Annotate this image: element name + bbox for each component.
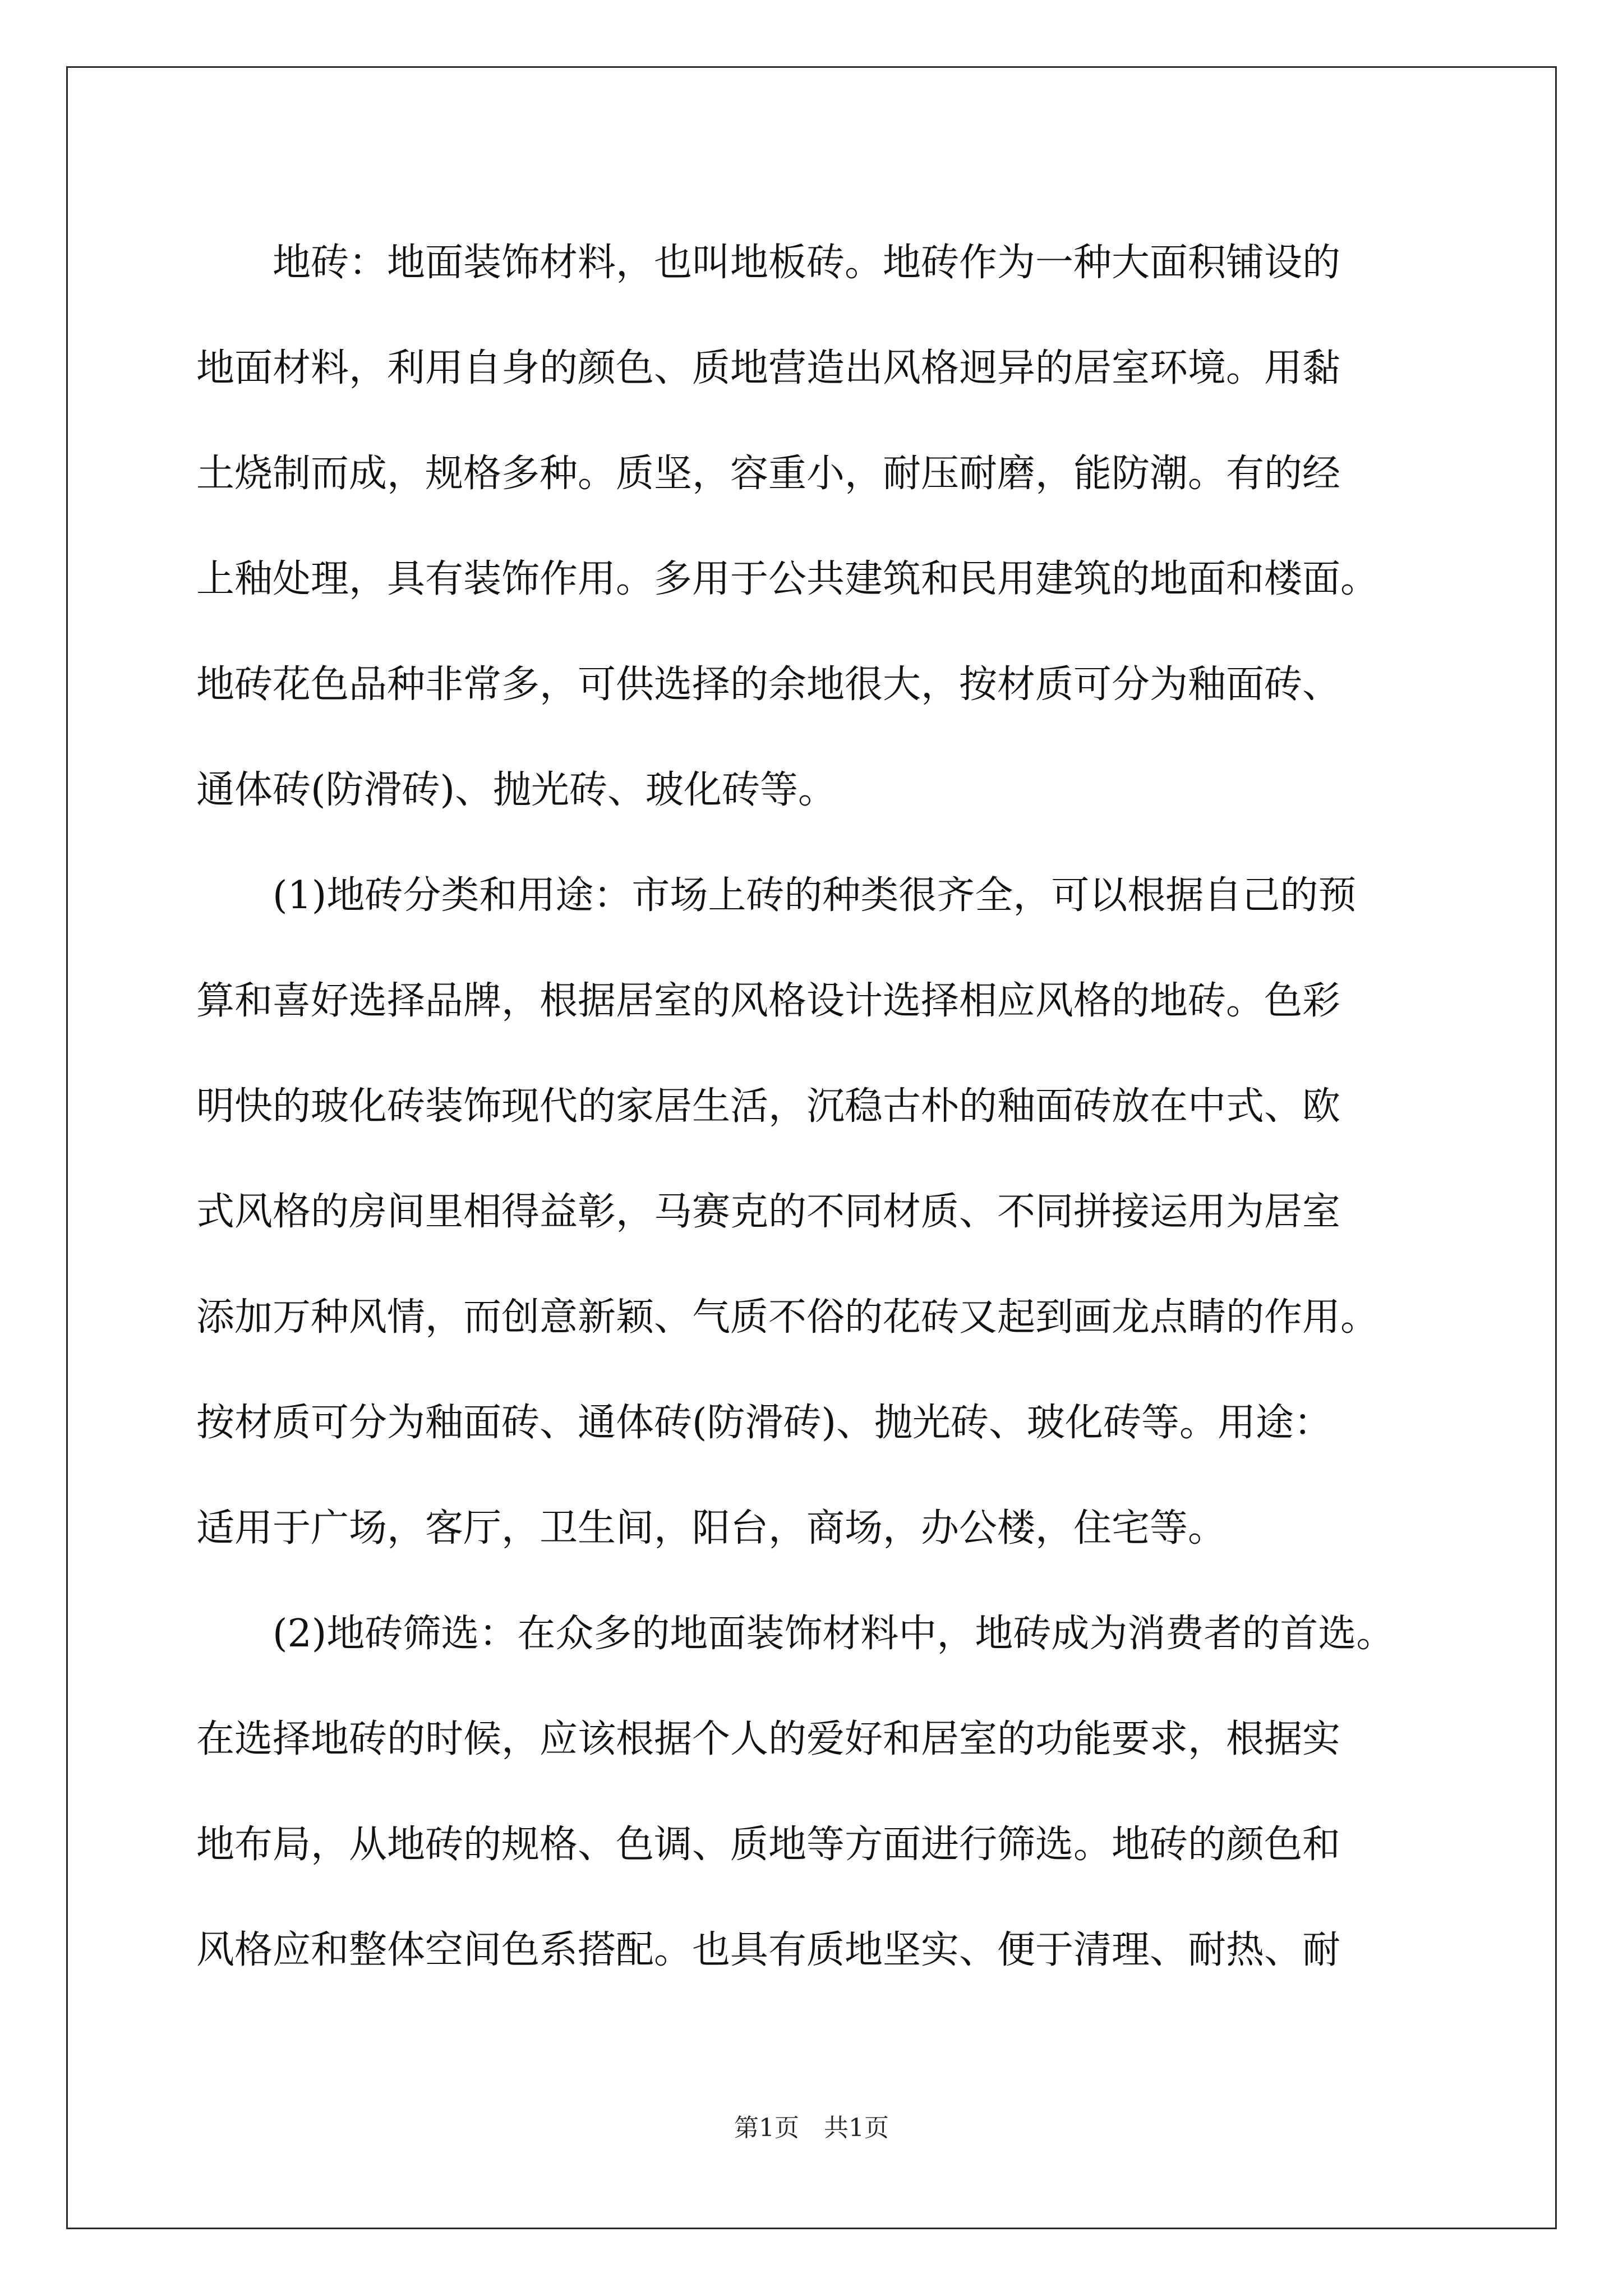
text-line: 按材质可分为釉面砖、通体砖(防滑砖)、抛光砖、玻化砖等。用途：	[196, 1401, 1332, 1445]
page-number-footer: 第1页 共1页	[734, 2114, 889, 2142]
text-line: 地砖花色品种非常多，可供选择的余地很大，按材质可分为釉面砖、	[196, 662, 1341, 707]
text-line: 式风格的房间里相得益彰，马赛克的不同材质、不同拼接运用为居室	[196, 1190, 1341, 1234]
text-line: 通体砖(防滑砖)、抛光砖、玻化砖等。	[196, 768, 837, 812]
text-line: 土烧制而成，规格多种。质坚，容重小，耐压耐磨，能防潮。有的经	[196, 452, 1341, 496]
document-body	[196, 210, 1453, 2003]
text-line: 适用于广场，客厅，卫生间，阳台，商场，办公楼，住宅等。	[196, 1506, 1227, 1550]
text-line: (1)地砖分类和用途：市场上砖的种类很齐全，可以根据自己的预	[196, 873, 1357, 918]
text-line: 地面材料，利用自身的颜色、质地营造出风格迥异的居室环境。用黏	[196, 346, 1341, 390]
text-line: 风格应和整体空间色系搭配。也具有质地坚实、便于清理、耐热、耐	[196, 1928, 1341, 1972]
text-line: 地砖：地面装饰材料，也叫地板砖。地砖作为一种大面积铺设的	[196, 241, 1341, 285]
text-line: 地布局，从地砖的规格、色调、质地等方面进行筛选。地砖的颜色和	[196, 1823, 1341, 1867]
text-line: 明快的玻化砖装饰现代的家居生活，沉稳古朴的釉面砖放在中式、欧	[196, 1084, 1341, 1129]
text-line: 添加万种风情，而创意新颖、气质不俗的花砖又起到画龙点睛的作用。	[196, 1295, 1379, 1340]
text-line: (2)地砖筛选：在众多的地面装饰材料中，地砖成为消费者的首选。	[196, 1612, 1395, 1656]
text-line: 上釉处理，具有装饰作用。多用于公共建筑和民用建筑的地面和楼面。	[196, 557, 1379, 601]
text-line: 在选择地砖的时候，应该根据个人的爱好和居室的功能要求，根据实	[196, 1717, 1341, 1761]
text-line: 算和喜好选择品牌，根据居室的风格设计选择相应风格的地砖。色彩	[196, 979, 1341, 1023]
